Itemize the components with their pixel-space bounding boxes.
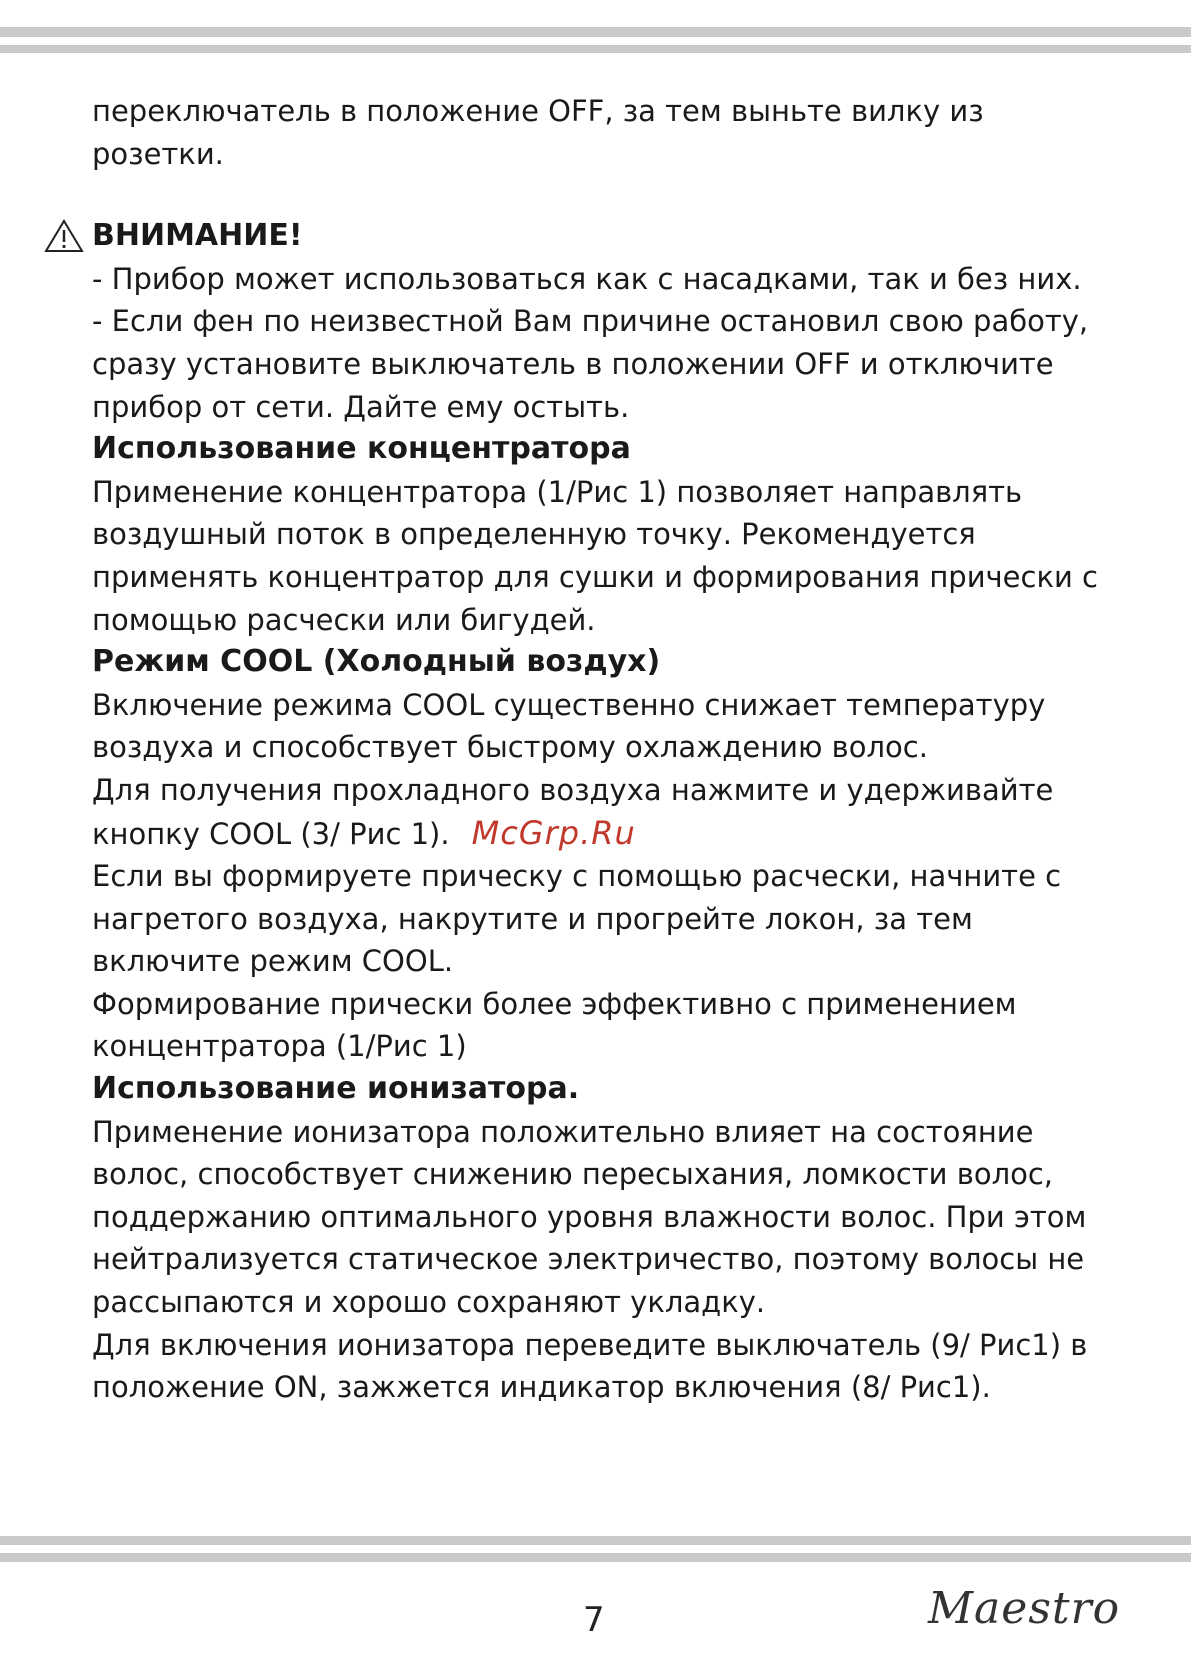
cool-line: Включение режима COOL существенно снижает температуру [92,687,1046,722]
concentrator-line: помощью расчески или бигудей. [92,602,596,637]
intro-line: переключатель в положение OFF, за тем выньте вилку из [92,94,984,128]
cool-line-with-watermark [92,812,1102,856]
concentrator-line: применять концентратор для сушки и формирования прически с [92,559,1098,594]
page-number: 7 [583,1600,605,1640]
warning-triangle-icon [44,219,84,253]
ionizer-line: волос, способствует снижению пересыхания, ломкости волос, [92,1157,1054,1192]
warning-line: сразу установите выключатель в положении OFF и отключите [92,346,1054,381]
concentrator-line: Применение концентратора (1/Рис 1) позволяет направлять [92,474,1023,509]
top-rule-2 [0,45,1191,53]
ionizer-line: Для включения ионизатора переведите выключатель (9/ Рис1) в [92,1327,1088,1362]
brand-logo: Maestro [928,1583,1121,1634]
warning-line: - Прибор может использоваться как с насадками, так и без них. [92,261,1082,296]
cool-line: Если вы формируете прическу с помощью расчески, начните с [92,859,1062,894]
warning-title [92,215,1102,258]
ionizer-heading: Использование ионизатора. [92,1071,580,1107]
cool-line: кнопку COOL (3/ Рис 1). [92,816,450,851]
cool-line: воздуха и способствует быстрому охлаждению волос. [92,730,928,765]
cool-heading: Режим COOL (Холодный воздух) [92,644,661,680]
ionizer-line: положение ON, зажжется индикатор включения (8/ Рис1). [92,1370,991,1405]
concentrator-heading: Использование концентратора [92,431,631,467]
cool-line: концентратора (1/Рис 1) [92,1029,467,1064]
cool-line: Для получения прохладного воздуха нажмите и удерживайте [92,772,1054,807]
watermark: McGrp.Ru [471,813,636,852]
warning-title-text: ВНИМАНИЕ! [92,218,303,254]
bottom-rule-2 [0,1553,1191,1562]
concentrator-line: воздушный поток в определенную точку. Рекомендуется [92,517,976,552]
warning-line: прибор от сети. Дайте ему остыть. [92,389,630,424]
bottom-rule-1 [0,1536,1191,1545]
cool-line: нагретого воздуха, накрутите и прогрейте локон, за тем [92,901,973,936]
warning-line: - Если фен по неизвестной Вам причине остановил свою работу, [92,304,1089,339]
top-rule-1 [0,27,1191,37]
intro-line: розетки. [92,136,224,171]
ionizer-line: рассыпаются и хорошо сохраняют укладку. [92,1285,766,1320]
cool-line: включите режим COOL. [92,944,454,979]
cool-line: Формирование прически более эффективно с применением [92,986,1017,1021]
ionizer-line: нейтрализуется статическое электричество, поэтому волосы не [92,1242,1085,1277]
ionizer-line: поддержанию оптимального уровня влажности волос. При этом [92,1199,1087,1234]
page-body [92,90,1102,1409]
ionizer-line: Применение ионизатора положительно влияет на состояние [92,1114,1034,1149]
